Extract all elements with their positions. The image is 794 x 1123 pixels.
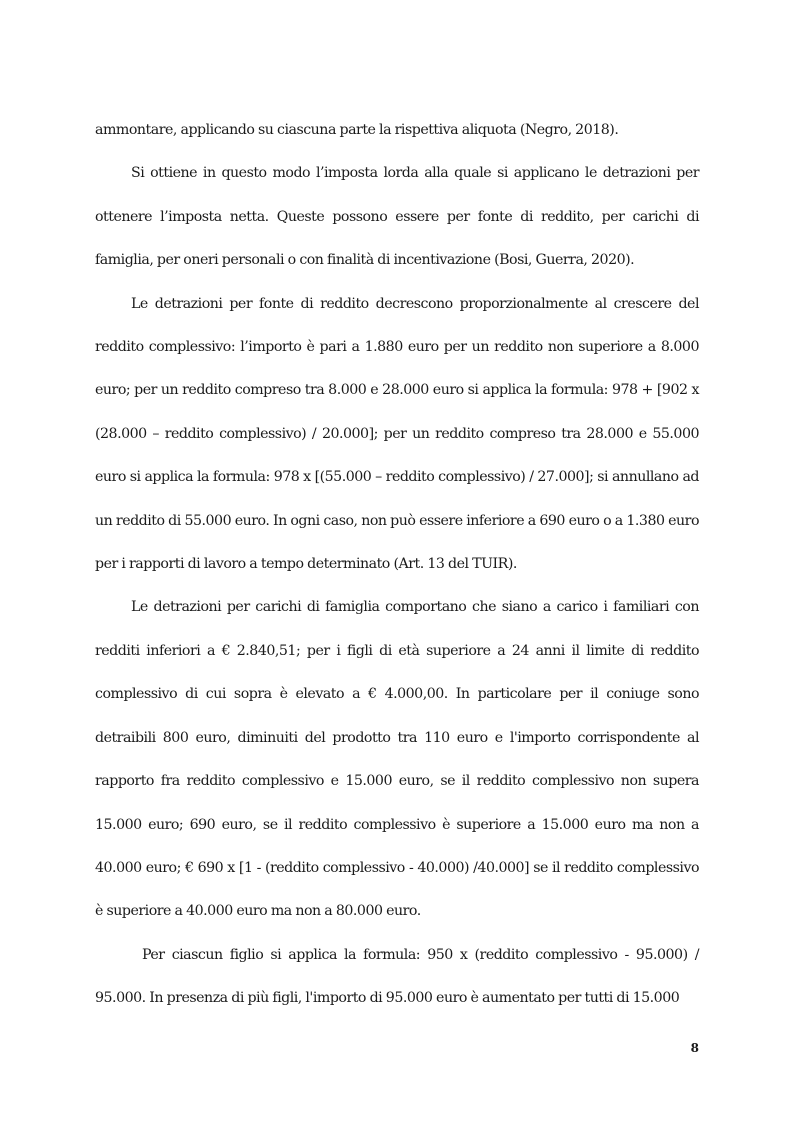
page-number: 8 [690,1041,699,1055]
paragraph-continuation: ammontare, applicando su ciascuna parte la rispettiva aliquota (Negro, 2018). [95,122,619,138]
paragraph-imposta-lorda: Si ottiene in questo modo l’imposta lorda alla quale si applicano le detrazioni per ottenere l’imposta netta. Queste possono essere per fonte di reddito, per carichi di famiglia, per oneri personali o con finalità di incentivazione (Bosi, Guerra, 2020). [95,165,699,269]
paragraph-detrazioni-reddito: Le detrazioni per fonte di reddito decrescono proporzionalmente al crescere del reddito complessivo: l’importo è pari a 1.880 euro per un reddito non superiore a 8.000 euro; per un reddito compreso tra 8.000 e 28.000 euro si applica la formula: 978 + [902 x (28.000 – reddito complessivo) / 20.000]; per un reddito compreso tra 28.000 e 55.000 euro si applica la formula: 978 x [(55.000 – reddito complessivo) / 27.000]; si annullano ad un reddito di 55.000 euro. In ogni caso, non può essere inferiore a 690 euro o a 1.380 euro per i rapporti di lavoro a tempo determinato (Art. 13 del TUIR). [95,295,699,573]
paragraph-carichi-famiglia: Le detrazioni per carichi di famiglia comportano che siano a carico i familiari con redditi inferiori a € 2.840,51; per i figli di età superiore a 24 anni il limite di reddito complessivo di cui sopra è elevato a € 4.000,00. In particolare per il coniuge sono detraibili 800 euro, diminuiti del prodotto tra 110 euro e l'importo corrispondente al rapporto fra reddito complessivo e 15.000 euro, se il reddito complessivo non supera 15.000 euro; 690 euro, se il reddito complessivo è superiore a 15.000 euro ma non a 40.000 euro; € 690 x [1 - (reddito complessivo - 40.000) /40.000] se il reddito complessivo è superiore a 40.000 euro ma non a 80.000 euro. [95,599,699,920]
paragraph-figli: Per ciascun figlio si applica la formula: 950 x (reddito complessivo - 95.000) / 95.000. In presenza di più figli, l'importo di 95.000 euro è aumentato per tutti di 15.000 [95,946,699,1007]
body-text [95,109,699,1021]
